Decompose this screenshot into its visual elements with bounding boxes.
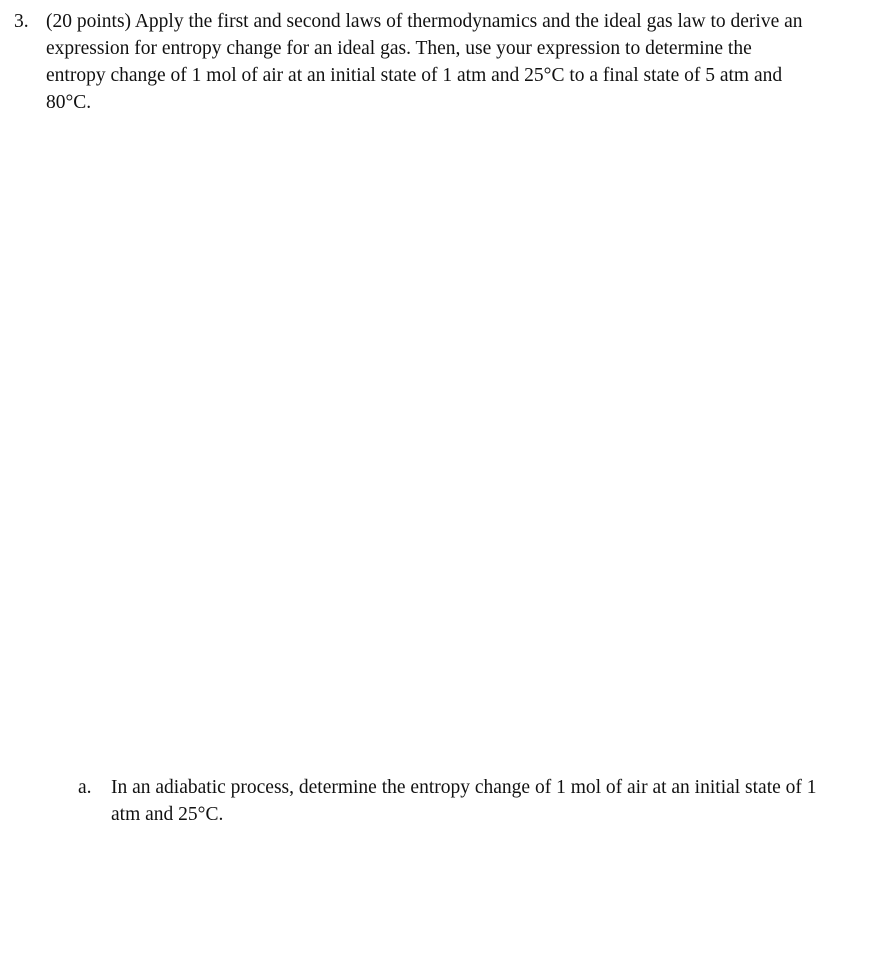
question-3	[14, 8, 834, 116]
question-text: (20 points) Apply the first and second laws of thermodynamics and the ideal gas law to derive an expression for entropy change for an ideal gas. Then, use your expression to determine the entropy change of 1 mol of air at an initial state of 1 atm and 25°C to a final state of 5 atm and 80°C.	[46, 11, 803, 113]
subpart-a	[78, 774, 838, 828]
question-number: 3.	[14, 11, 29, 32]
subpart-label: a.	[78, 777, 92, 798]
subpart-text: In an adiabatic process, determine the entropy change of 1 mol of air at an initial state of 1 atm and 25°C.	[111, 777, 817, 825]
